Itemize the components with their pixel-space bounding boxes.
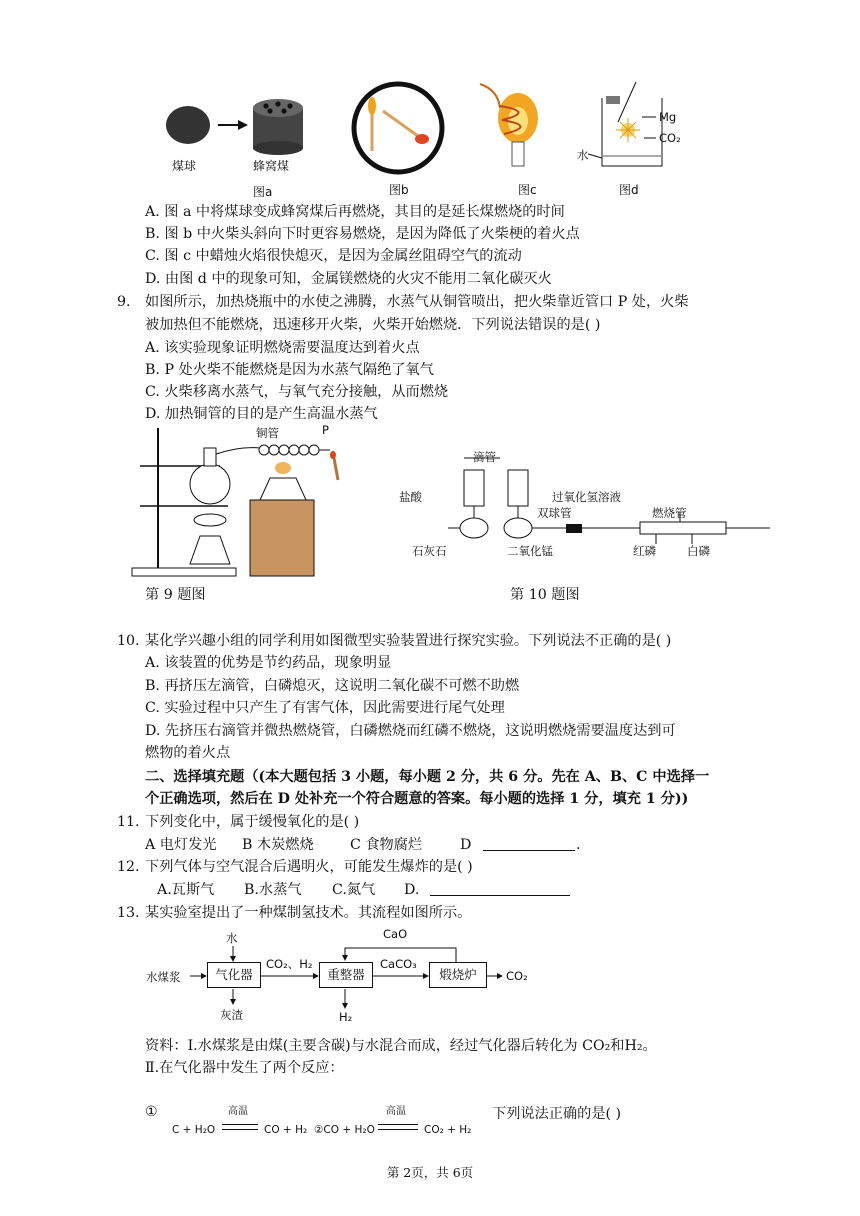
flow-input: 水煤浆 [146, 970, 181, 984]
q13-stem: 某实验室提出了一种煤制氢技术。其流程如图所示。 [145, 905, 472, 921]
flow-output: CO₂ [506, 969, 528, 983]
q12-option-d: D. [404, 882, 420, 898]
label-honeycomb-coal: 蜂窝煤 [253, 159, 290, 173]
page-footer: 第 2页，共 6页 [386, 1165, 474, 1180]
q11-option-a: A 电灯发光 [145, 837, 217, 853]
q9-option-b: B. P 处火柴不能燃烧是因为水蒸气隔绝了氧气 [145, 362, 434, 378]
label-white-phosphorus: 白磷 [687, 544, 710, 558]
reaction1-mark: ① [145, 1104, 158, 1120]
q10-stem: 某化学兴趣小组的同学利用如图微型实验装置进行探究实验。下列说法不正确的是( ) [145, 633, 672, 649]
section2-heading-line2: 个正确选项，然后在 D 处补充一个符合题意的答案。每小题的选择 1 分，填充 1 分)) [145, 791, 689, 807]
figure-9-apparatus [130, 418, 350, 580]
figure-9-drawing [130, 418, 350, 580]
reaction1-left: C + H₂O [172, 1124, 216, 1136]
q13-tail: 下列说法正确的是( ) [492, 1106, 622, 1122]
q8-option-d: D. 由图 d 中的现象可知，金属镁燃烧的火灾不能用二氧化碳灭火 [145, 271, 552, 287]
figure-10-apparatus [400, 446, 790, 564]
reaction2-condition: 高温 [386, 1106, 406, 1117]
q8-option-b: B. 图 b 中火柴头斜向下时更容易燃烧，是因为降低了火柴梗的着火点 [145, 226, 580, 242]
q11-option-d: D [460, 837, 472, 853]
label-copper-tube: 铜管 [256, 426, 279, 440]
q11-option-c: C 食物腐烂 [350, 837, 423, 853]
q13-info2: Ⅱ.在气化器中发生了两个反应： [145, 1060, 344, 1076]
flow-h2: H₂ [339, 1010, 353, 1024]
fig9-caption: 第 9 题图 [145, 587, 206, 603]
flow-ash: 灰渣 [220, 1008, 243, 1022]
q12-blank[interactable] [430, 881, 570, 896]
flow-cao: CaO [383, 927, 408, 941]
q13-info1: 资料：Ⅰ.水煤浆是由煤(主要含碳)与水混合而成，经过气化器后转化为 CO₂和H₂。 [145, 1038, 657, 1054]
fig10-caption: 第 10 题图 [510, 587, 580, 603]
label-hydrochloric-acid: 盐酸 [399, 490, 422, 504]
figures-abcd-drawing [150, 78, 670, 200]
caption-fig-d: 图d [619, 183, 639, 197]
q10-option-d-cont: 燃物的着火点 [145, 745, 231, 761]
caption-fig-c: 图c [518, 183, 537, 197]
q12-option-c: C.氮气 [332, 882, 376, 898]
figure-row-top [150, 78, 670, 200]
q9-number: 9. [117, 294, 131, 310]
q9-option-a: A. 该实验现象证明燃烧需要温度达到着火点 [145, 340, 420, 356]
q12-option-b: B.水蒸气 [244, 882, 302, 898]
label-manganese-dioxide: 二氧化锰 [507, 544, 553, 558]
q11-stem: 下列变化中，属于缓慢氧化的是( ) [145, 814, 360, 830]
label-coal-ball: 煤球 [172, 159, 197, 173]
q10-option-d: D. 先挤压右滴管并微热燃烧管，白磷燃烧而红磷不燃烧，这说明燃烧需要温度达到可 [145, 723, 676, 739]
q13-number: 13. [117, 905, 140, 921]
q9-stem-line2: 被加热但不能燃烧，迅速移开火柴，火柴开始燃烧．下列说法错误的是( ) [145, 317, 601, 333]
label-co2: CO₂ [659, 131, 681, 145]
caption-fig-b: 图b [389, 183, 409, 197]
q9-option-c: C. 火柴移离水蒸气，与氧气充分接触，从而燃烧 [145, 384, 449, 400]
label-limestone: 石灰石 [412, 544, 447, 558]
label-dropper: 滴管 [473, 450, 496, 464]
label-double-bulb: 双球管 [537, 506, 572, 520]
q12-stem: 下列气体与空气混合后遇明火，可能发生爆炸的是( ) [145, 859, 473, 875]
reaction1-condition: 高温 [228, 1106, 248, 1117]
q10-number: 10. [117, 633, 140, 649]
q9-stem-line1: 如图所示，加热烧瓶中的水使之沸腾，水蒸气从铜管喷出，把火柴靠近管口 P 处，火柴 [145, 294, 689, 310]
reaction2-right: CO₂ + H₂ [424, 1124, 472, 1136]
q11-option-b: B 木炭燃烧 [242, 837, 314, 853]
label-hydrogen-peroxide: 过氧化氢溶液 [552, 490, 621, 504]
label-water: 水 [577, 148, 589, 162]
flow-gasifier-box: 气化器 [207, 962, 261, 988]
q10-option-b: B. 再挤压左滴管，白磷熄灭，这说明二氧化碳不可燃不助燃 [145, 678, 520, 694]
caption-fig-a: 图a [253, 185, 273, 199]
q9-option-d: D. 加热铜管的目的是产生高温水蒸气 [145, 406, 378, 422]
label-combustion-tube: 燃烧管 [652, 506, 687, 520]
flow-reformer-box: 重整器 [319, 962, 373, 988]
q11-blank[interactable] [483, 836, 575, 851]
q12-number: 12. [117, 859, 140, 875]
label-mg: Mg [659, 110, 677, 124]
label-red-phosphorus: 红磷 [633, 544, 656, 558]
reaction1-equals [222, 1124, 258, 1130]
q11-number: 11. [117, 814, 140, 830]
label-p: P [322, 423, 329, 437]
reaction2-equals [378, 1124, 418, 1130]
q11-end: . [576, 837, 581, 853]
flow-arrow1-label: CO₂、H₂ [266, 957, 313, 971]
figure-10-drawing [400, 446, 790, 564]
q10-option-a: A. 该装置的优势是节约药品，现象明显 [145, 655, 392, 671]
q12-option-a: A.瓦斯气 [157, 882, 215, 898]
flow-water: 水 [226, 931, 238, 945]
flow-calciner-box: 煅烧炉 [429, 962, 487, 988]
q10-option-c: C. 实验过程中只产生了有害气体，因此需要进行尾气处理 [145, 700, 505, 716]
flow-caco3: CaCO₃ [380, 957, 417, 971]
section2-heading-line1: 二、选择填充题（(本大题包括 3 小题，每小题 2 分，共 6 分。先在 A、B、C 中选择一 [145, 769, 710, 785]
q8-option-c: C. 图 c 中蜡烛火焰很快熄灭，是因为金属丝阻碍空气的流动 [145, 248, 522, 264]
q8-option-a: A. 图 a 中将煤球变成蜂窝煤后再燃烧，其目的是延长煤燃烧的时间 [145, 204, 565, 220]
reaction1-right: CO + H₂ [264, 1124, 308, 1136]
reaction2-left: ②CO + H₂O [314, 1124, 375, 1136]
